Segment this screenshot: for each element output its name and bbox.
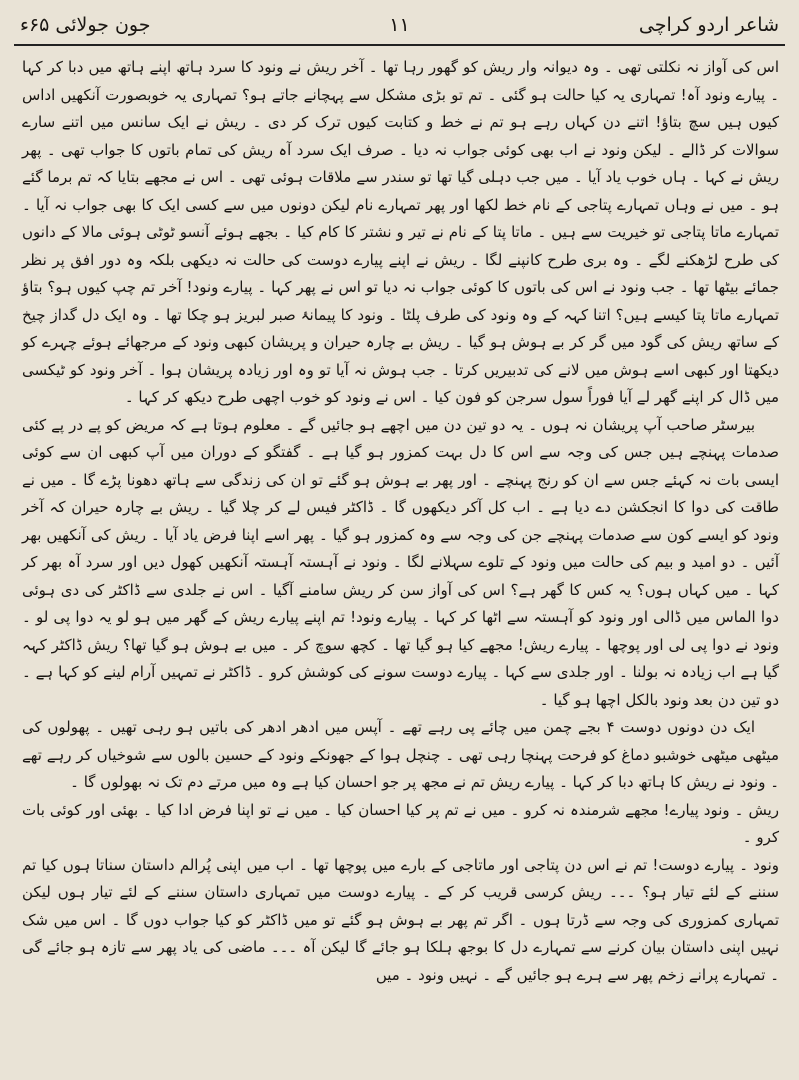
page-header [20, 14, 779, 44]
story-body [22, 54, 779, 1074]
paragraph: اس کی آواز نہ نکلتی تھی ۔ وہ دیوانہ وار ریش کو گھور رہا تھا ۔ آخر ریش نے ونود کا سرد ہاتھ اپنے ہاتھ میں دبا کر کہا ۔ پیارے ونود آہ! تمہاری یہ کیا حالت ہو گئی ۔ تم تو بڑی مشکل سے پہچانے جاتے ہو؟ تمہاری یہ خوبصورت آنکھیں اداس کیوں ہیں سچ بتاؤ! اتنے دن کہاں رہے ہو تم نے خط و کتابت کیوں ترک کر دی ۔ ریش نے ایک سانس میں اتنے سارے سوالات کر ڈالے ۔ لیکن ونود نے اب بھی کوئی جواب نہ دیا ۔ صرف ایک سرد آہ ریش کی تمام باتوں کا جواب تھی ۔ پھر ریش نے کہا ۔ ہاں خوب یاد آیا ۔ میں جب دہلی گیا تھا تو سندر سے ملاقات ہوئی تھی ۔ اس نے مجھے بتایا کہ تم برما گئے ہو ۔ میں نے وہاں تمہارے پتاجی کے نام خط لکھا اور پھر تمہارے نام لیکن دونوں میں سے کسی ایک کا بھی جواب نہ آیا ۔ تمہارے ماتا پتاجی تو خیریت سے ہیں ۔ ماتا پتا کے نام نے تیر و نشتر کا کام کیا ۔ بجھے ہوئے آنسو ٹوٹی ہوئی مالا کے دانوں کی طرح لڑھکنے لگے ۔ وہ بری طرح کانپنے لگا ۔ ریش نے اپنے پیارے دوست کی حالت نہ دیکھی بلکہ وہ دور افق پر نظر جمائے بیٹھا تھا ۔ جب ونود نے اس کی باتوں کا کوئی جواب نہ دیا تو اس نے پھر کہا ۔ پیارے ونود! آخر تم چپ کیوں ہو؟ بتاؤ تمہارے ماتا پتا کیسے ہیں؟ اتنا کہہ کے وہ ونود کی طرف پلٹا ۔ ونود کا پیمانۂ صبر لبریز ہو چکا تھا ۔ وہ ایک دل گداز چیخ کے ساتھ ریش کی گود میں گر کر بے ہوش ہو گیا ۔ ریش بے چارہ حیران و پریشان کبھی ونود کے مرجھائے ہوئے چہرے کو دیکھتا اور کبھی اسے ہوش میں لانے کی تدبیریں کرتا ۔ جب ہوش نہ آیا تو وہ اور زیادہ پریشان ہوا ۔ آخر ونود کو ٹیکسی میں ڈال کر اپنے گھر لے آیا فوراً سول سرجن کو فون کیا ۔ اس نے ونود کو خوب اچھی طرح دیکھ کر کہا ۔ [22, 58, 779, 406]
header-rule [14, 44, 785, 46]
paragraph: ایک دن دونوں دوست ۴ بجے چمن میں چائے پی رہے تھے ۔ آپس میں ادھر ادھر کی باتیں ہو رہی تھیں ۔ پھولوں کی میٹھی میٹھی خوشبو دماغ کو فرحت پہنچا رہی تھی ۔ چنچل ہوا کے جھونکے ونود کے حسین بالوں سے شوخیاں کر رہے تھے ۔ ونود نے ریش کا ہاتھ دبا کر کہا ۔ پیارے ریش تم نے مجھ پر جو احسان کیا ہے وہ میں مرتے دم تک نہ بھولوں گا ۔ [22, 718, 779, 791]
page-number: ۱۱ [389, 14, 410, 36]
magazine-title: شاعر اردو کراچی [638, 14, 779, 36]
paragraph: بیرسٹر صاحب آپ پریشان نہ ہوں ۔ یہ دو تین دن میں اچھے ہو جائیں گے ۔ معلوم ہوتا ہے کہ مریض کو پے در پے کئی صدمات پہنچے ہیں جس کی وجہ سے اس کا دل بہت کمزور ہو گیا ہے ۔ گفتگو کے دوران میں آپ کبھی ان سے کوئی ایسی بات نہ کہئے جس سے ان کو رنج پہنچے ۔ اور پھر بے ہوش ہو گئے تو ان کی زندگی سے ہاتھ دھونا پڑے گا ۔ میں نے طاقت کی دوا کا انجکشن دے دیا ہے ۔ اب کل آکر دیکھوں گا ۔ ڈاکٹر فیس لے کر چلا گیا ۔ ریش بے چارہ حیران کہ آخر ونود کو ایسے کون سے صدمات پہنچے جن کی وجہ سے وہ کمزور ہو گیا ۔ پھر اسے اپنا فرض یاد آیا ۔ ریش کی آنکھیں بھر آئیں ۔ دو امید و بیم کی حالت میں ونود کے تلوے سہلانے لگا ۔ ونود نے آہستہ آہستہ آنکھیں کھول دیں اور سرد آہ بھر کر کہا ۔ میں کہاں ہوں؟ یہ کس کا گھر ہے؟ اس کی آواز سن کر ریش سامنے آگیا ۔ اس نے جلدی سے ڈاکٹر کی دی ہوئی دوا الماس میں ڈالی اور ونود کو آہستہ سے اٹھا کر کہا ۔ پیارے ونود! تم اپنے پیارے ریش کے گھر میں ہو لو یہ دوا پی لو ۔ ونود نے دوا پی لی اور پوچھا ۔ پیارے ریش! مجھے کیا ہو گیا تھا ۔ کچھ سوچ کر ۔ میں بے ہوش ہو گیا تھا؟ ریش ڈاکٹر کہہ گیا ہے اب زیادہ نہ بولنا ۔ اور جلدی سے کہا ۔ پیارے دوست سونے کی کوشش کرو ۔ ڈاکٹر نے تمہیں آرام لینے کو کہا ہے ۔ دو تین دن بعد ونود بالکل اچھا ہو گیا ۔ [22, 415, 779, 709]
dialogue-paragraph: ونود ۔ پیارے دوست! تم نے اس دن پتاجی اور ماتاجی کے بارے میں پوچھا تھا ۔ اب میں اپنی پُرالم داستان سناتا ہوں کیا تم سننے کے لئے تیار ہو؟ ۔۔۔ ریش کرسی قریب کر کے ۔ پیارے دوست میں تمہاری داستان سننے کے لئے تیار ہوں لیکن تمہاری کمزوری کی وجہ سے ڈرتا ہوں ۔ اگر تم پھر بے ہوش ہو گئے تو میں ڈاکٹر کو کیا جواب دوں گا ۔ اس میں شک نہیں اپنی داستان بیان کرنے سے تمہارے دل کا بوجھ ہلکا ہو جائے گا لیکن آہ ۔۔۔ ماضی کی یاد پھر سے تازہ ہو جائے گی ۔ تمہارے پرانے زخم پھر سے ہرے ہو جائیں گے ۔ نہیں ونود ۔ میں [22, 855, 779, 984]
dialogue-paragraph: ریش ۔ ونود پیارے! مجھے شرمندہ نہ کرو ۔ میں نے تم پر کیا احسان کیا ۔ میں نے تو اپنا فرض ادا کیا ۔ بھئی اور کوئی بات کرو ۔ [22, 800, 779, 846]
issue-date: جون جولائی ۶۵ء [20, 14, 151, 36]
